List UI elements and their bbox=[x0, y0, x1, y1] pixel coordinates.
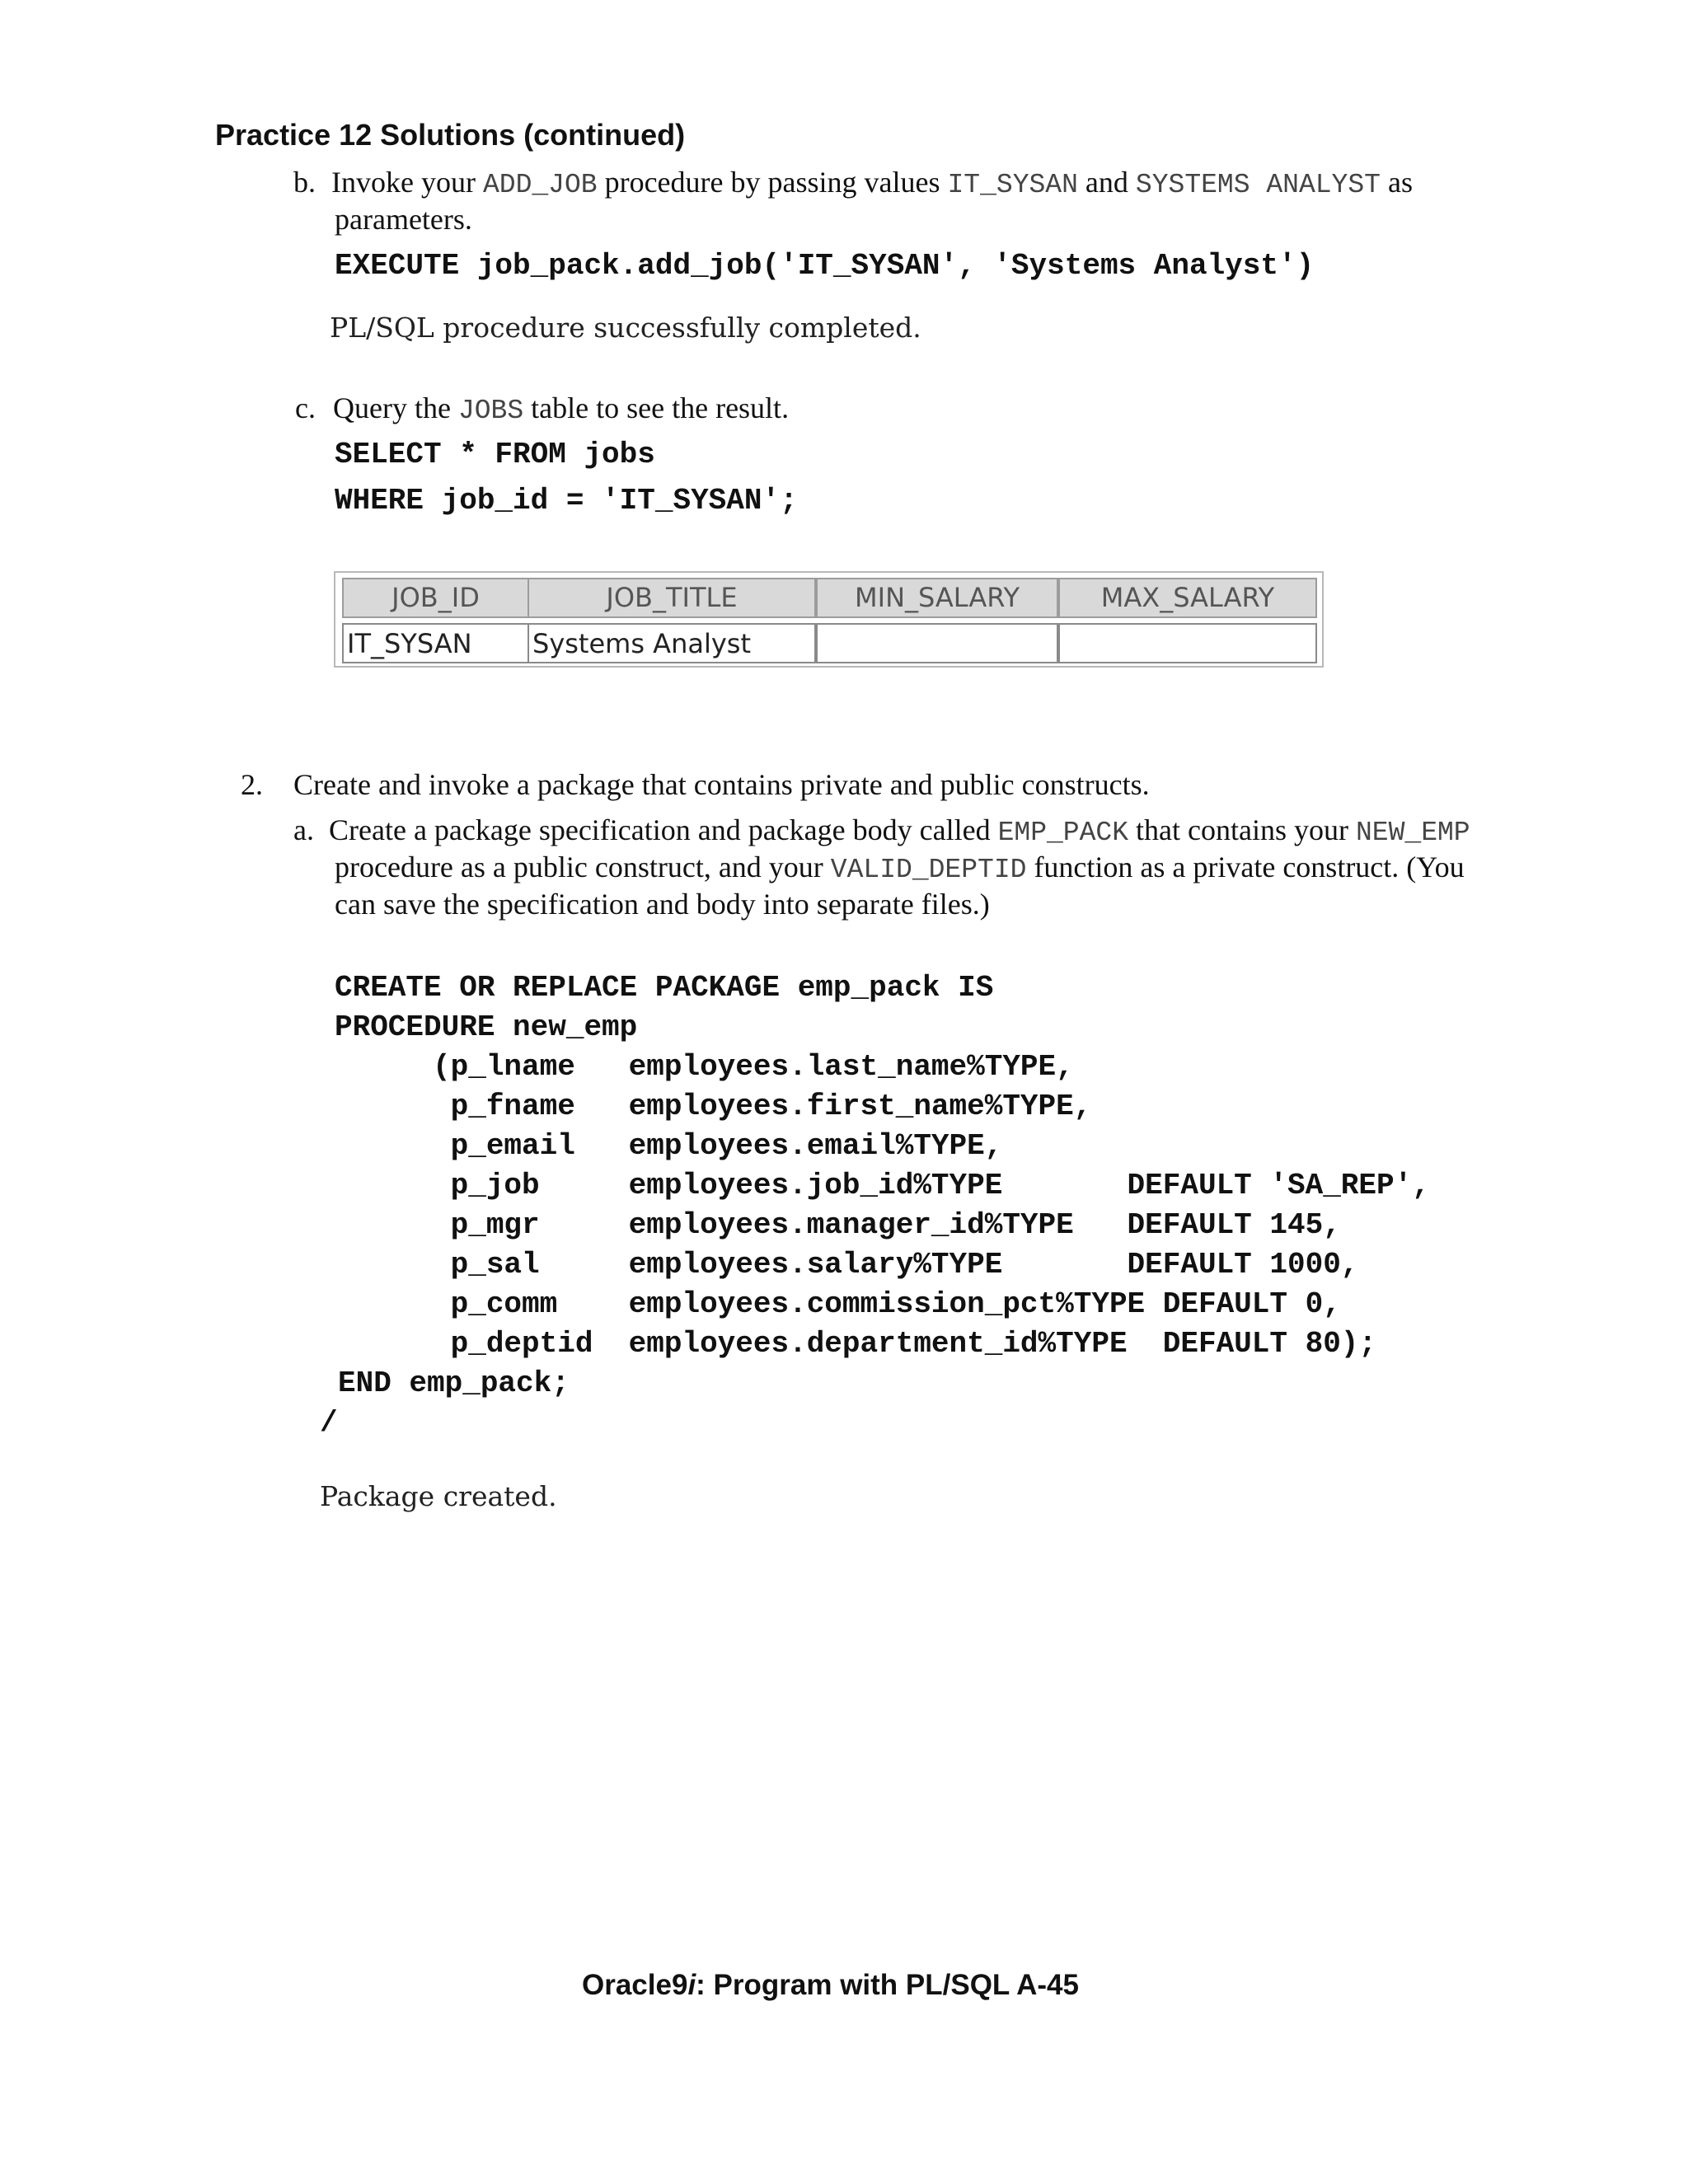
code-systems-analyst: SYSTEMS ANALYST bbox=[1135, 170, 1381, 200]
step-2a-line2 bbox=[335, 850, 1465, 885]
code-valid-deptid: VALID_DEPTID bbox=[830, 855, 1027, 885]
table-cell-job-title: Systems Analyst bbox=[528, 623, 816, 663]
code-line-9: p_comm employees.commission_pct%TYPE DEFAULT 0, bbox=[344, 1287, 1341, 1321]
code-emp-pack: EMP_PACK bbox=[997, 818, 1129, 848]
table-header-job-title: JOB_TITLE bbox=[528, 578, 816, 618]
footer-italic: i bbox=[687, 1969, 696, 2001]
table-cell-min-salary bbox=[816, 623, 1058, 663]
code-line-5: p_email employees.email%TYPE, bbox=[344, 1129, 1003, 1163]
code-line-12: / bbox=[320, 1406, 338, 1440]
execute-code: EXECUTE job_pack.add_job('IT_SYSAN', 'Systems Analyst') bbox=[335, 249, 1315, 283]
code-it-sysan: IT_SYSAN bbox=[947, 170, 1078, 200]
package-result: Package created. bbox=[320, 1480, 557, 1512]
code-line-7: p_mgr employees.manager_id%TYPE DEFAULT 145, bbox=[344, 1208, 1341, 1242]
code-line-4: p_fname employees.first_name%TYPE, bbox=[344, 1090, 1092, 1123]
step-2a-line1 bbox=[329, 813, 1470, 848]
step-b-text bbox=[331, 165, 1413, 200]
page-heading: Practice 12 Solutions (continued) bbox=[215, 118, 686, 152]
step-2a-text-4: function as a private construct. (You bbox=[1026, 851, 1465, 883]
table-header-min-salary: MIN_SALARY bbox=[816, 578, 1058, 618]
step-b-text-4: as bbox=[1380, 166, 1413, 199]
code-line-11: END emp_pack; bbox=[338, 1366, 570, 1400]
where-code-line: WHERE job_id = 'IT_SYSAN'; bbox=[335, 484, 798, 518]
table-header-job-id: JOB_ID bbox=[342, 578, 529, 618]
step-2a-line3: can save the specification and body into separate files.) bbox=[335, 888, 990, 921]
step-b-text-line2: parameters. bbox=[335, 203, 472, 236]
code-line-3: (p_lname employees.last_name%TYPE, bbox=[344, 1050, 1074, 1084]
step-2-marker: 2. bbox=[241, 768, 263, 801]
step-b-text-1: Invoke your bbox=[331, 166, 483, 199]
procedure-result: PL/SQL procedure successfully completed. bbox=[330, 312, 921, 344]
code-add-job: ADD_JOB bbox=[482, 170, 598, 200]
code-line-10: p_deptid employees.department_id%TYPE DEFAULT 80); bbox=[344, 1327, 1377, 1361]
footer-pre: Oracle9 bbox=[582, 1969, 688, 2001]
code-line-2: PROCEDURE new_emp bbox=[335, 1010, 638, 1044]
code-new-emp: NEW_EMP bbox=[1355, 818, 1470, 848]
code-jobs: JOBS bbox=[457, 396, 524, 426]
step-2a-text-3: procedure as a public construct, and your bbox=[335, 851, 831, 883]
step-2a-marker: a. bbox=[293, 813, 314, 846]
select-code-line: SELECT * FROM jobs bbox=[335, 438, 655, 471]
code-line-8: p_sal employees.salary%TYPE DEFAULT 1000, bbox=[344, 1248, 1359, 1282]
table-cell-max-salary bbox=[1058, 623, 1317, 663]
step-c-text bbox=[333, 391, 789, 426]
step-c-marker: c. bbox=[295, 391, 316, 424]
table-header-max-salary: MAX_SALARY bbox=[1058, 578, 1317, 618]
table-cell-job-id: IT_SYSAN bbox=[342, 623, 529, 663]
step-b-text-3: and bbox=[1077, 166, 1136, 199]
step-b-text-2: procedure by passing values bbox=[597, 166, 948, 199]
page-footer bbox=[582, 1969, 1079, 2002]
step-b-marker: b. bbox=[293, 166, 316, 199]
step-2a-text-2: that contains your bbox=[1128, 813, 1356, 846]
step-2-text: Create and invoke a package that contains private and public constructs. bbox=[293, 768, 1150, 801]
step-c-text-1: Query the bbox=[333, 391, 458, 424]
step-c-text-2: table to see the result. bbox=[523, 391, 790, 424]
code-line-6: p_job employees.job_id%TYPE DEFAULT 'SA_REP', bbox=[344, 1169, 1430, 1202]
jobs-result-table bbox=[334, 571, 1324, 668]
code-line-1: CREATE OR REPLACE PACKAGE emp_pack IS bbox=[335, 971, 994, 1005]
step-2a-text-1: Create a package specification and package body called bbox=[329, 813, 998, 846]
footer-post: : Program with PL/SQL A-45 bbox=[696, 1969, 1079, 2001]
